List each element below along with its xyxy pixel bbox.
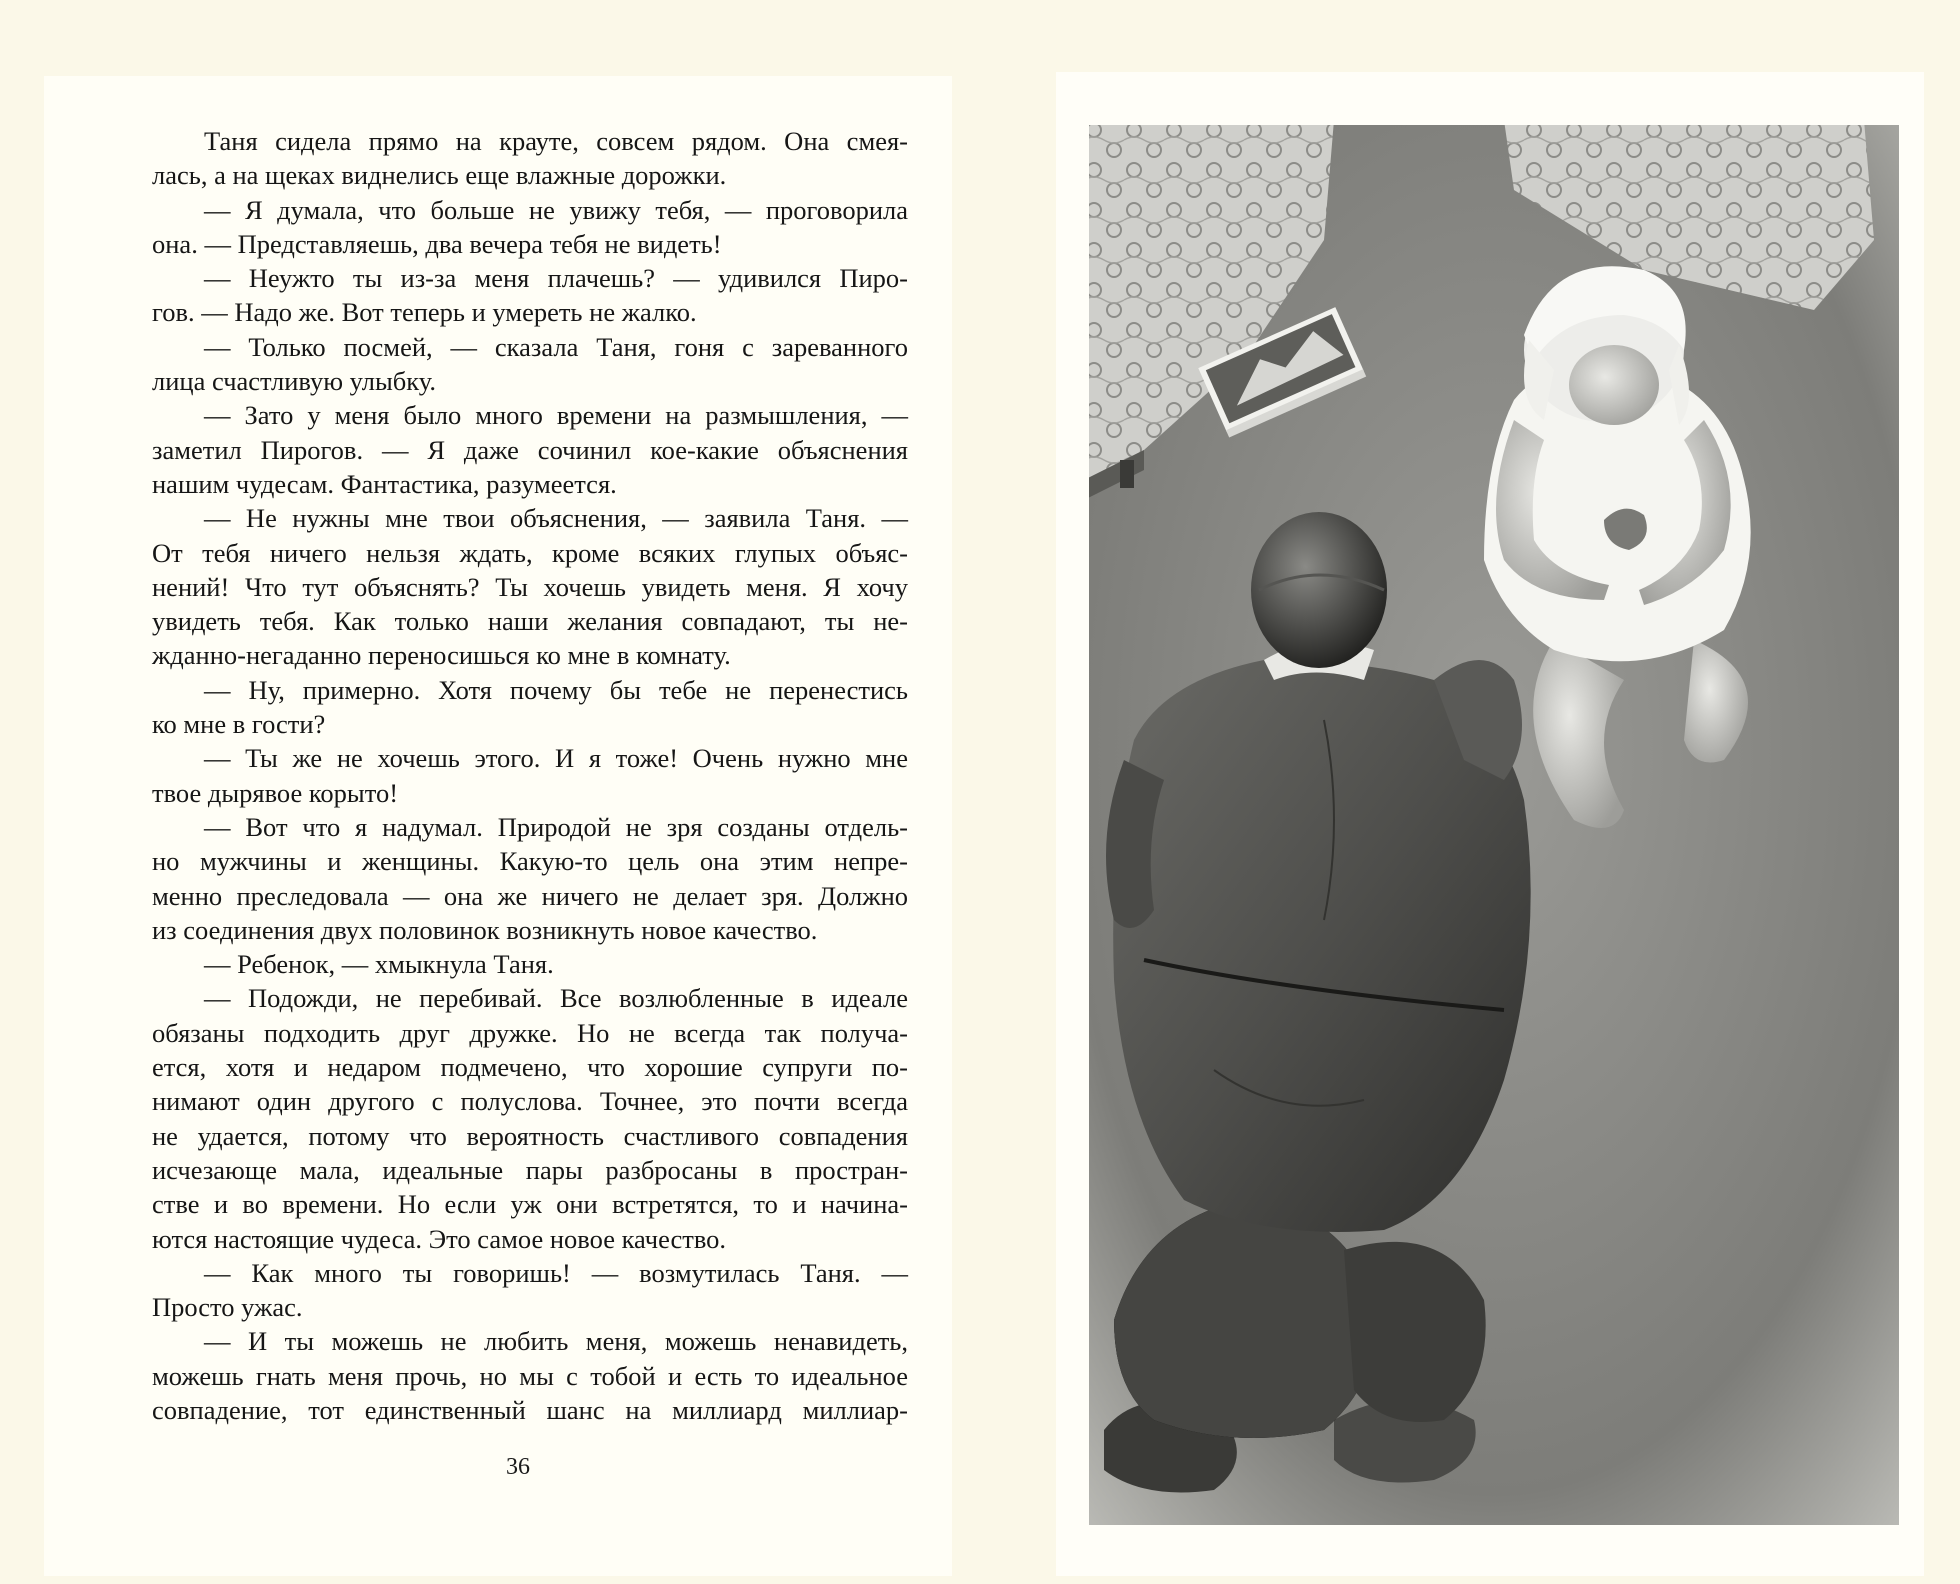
text-line: — Как много ты говоришь! — возмутилась Таня. — — [204, 1257, 908, 1288]
text-line: нимают один другого с полуслова. Точнее, это почти всегда — [152, 1086, 908, 1117]
body-text — [152, 124, 908, 1427]
text-line: гов. — Надо же. Вот теперь и умереть не жалко. — [152, 297, 697, 328]
text-line: лица счастливую улыбку. — [152, 366, 436, 397]
text-line: исчезающе мала, идеальные пары разбросаны в простран- — [152, 1154, 908, 1185]
text-line: стве и во времени. Но если уж они встретятся, то и начина- — [152, 1189, 908, 1220]
text-line: — Ребенок, — хмыкнула Таня. — [204, 949, 554, 980]
right-page — [1056, 72, 1924, 1576]
text-line: но мужчины и женщины. Какую-то цель она этим непре- — [152, 846, 908, 877]
text-line: ется, хотя и недаром подмечено, что хорошие супруги по- — [152, 1052, 908, 1083]
text-line: Таня сидела прямо на крауте, совсем рядом. Она смея- — [204, 126, 908, 156]
text-line: заметил Пирогов. — Я даже сочинил кое-какие объяснения — [152, 434, 908, 465]
left-page — [44, 76, 952, 1576]
text-line: менно преследовала — она же ничего не делает зря. Должно — [152, 880, 908, 911]
text-line: — Неужто ты из-за меня плачешь? — удивился Пиро- — [204, 263, 908, 294]
page-number: 36 — [506, 1454, 530, 1480]
text-line: — Только посмей, — сказала Таня, гоня с зареванного — [204, 331, 908, 362]
text-line: — Ты же не хочешь этого. И я тоже! Очень нужно мне — [204, 743, 908, 774]
text-line: из соединения двух половинок возникнуть новое качество. — [152, 914, 818, 945]
text-line: — Подожди, не перебивай. Все возлюбленные в идеале — [204, 983, 908, 1014]
text-line: ются настоящие чудеса. Это самое новое качество. — [152, 1223, 727, 1254]
text-line: — Ну, примерно. Хотя почему бы тебе не перенестись — [204, 674, 908, 705]
text-line: — Не нужны мне твои объяснения, — заявила Таня. — — [204, 503, 908, 534]
text-line: — Я думала, что больше не увижу тебя, — проговорила — [204, 194, 908, 225]
text-line: не удается, потому что вероятность счастливого совпадения — [152, 1120, 908, 1151]
text-line: ко мне в гости? — [152, 709, 326, 740]
text-line: твое дырявое корыто! — [152, 777, 399, 808]
text-line: лась, а на щеках виднелись еще влажные дорожки. — [152, 160, 727, 191]
text-line: увидеть тебя. Как только наши желания совпадают, ты не- — [152, 606, 908, 637]
text-line: От тебя ничего нельзя ждать, кроме всяких глупых объяс- — [152, 537, 908, 568]
text-line: — Зато у меня было много времени на размышления, — — [204, 400, 908, 431]
text-line: жданно-негаданно переносишься ко мне в комнату. — [152, 640, 731, 671]
text-line: — Вот что я надумал. Природой не зря созданы отдель- — [204, 811, 908, 842]
text-line: обязаны подходить друг дружке. Но не всегда так получа- — [152, 1017, 908, 1048]
text-line: нашим чудесам. Фантастика, разумеется. — [152, 468, 617, 499]
text-line: Просто ужас. — [152, 1292, 303, 1323]
text-line: совпадение, тот единственный шанс на миллиард миллиар- — [152, 1394, 908, 1425]
text-line: можешь гнать меня прочь, но мы с тобой и есть то идеальное — [152, 1360, 908, 1391]
illustration-kneeling-couple-icon — [1084, 120, 1904, 1530]
text-line: она. — Представляешь, два вечера тебя не видеть! — [152, 228, 722, 259]
text-line: нений! Что тут объяснять? Ты хочешь увидеть меня. Я хочу — [152, 571, 908, 602]
text-line: — И ты можешь не любить меня, можешь ненавидеть, — [204, 1326, 908, 1357]
